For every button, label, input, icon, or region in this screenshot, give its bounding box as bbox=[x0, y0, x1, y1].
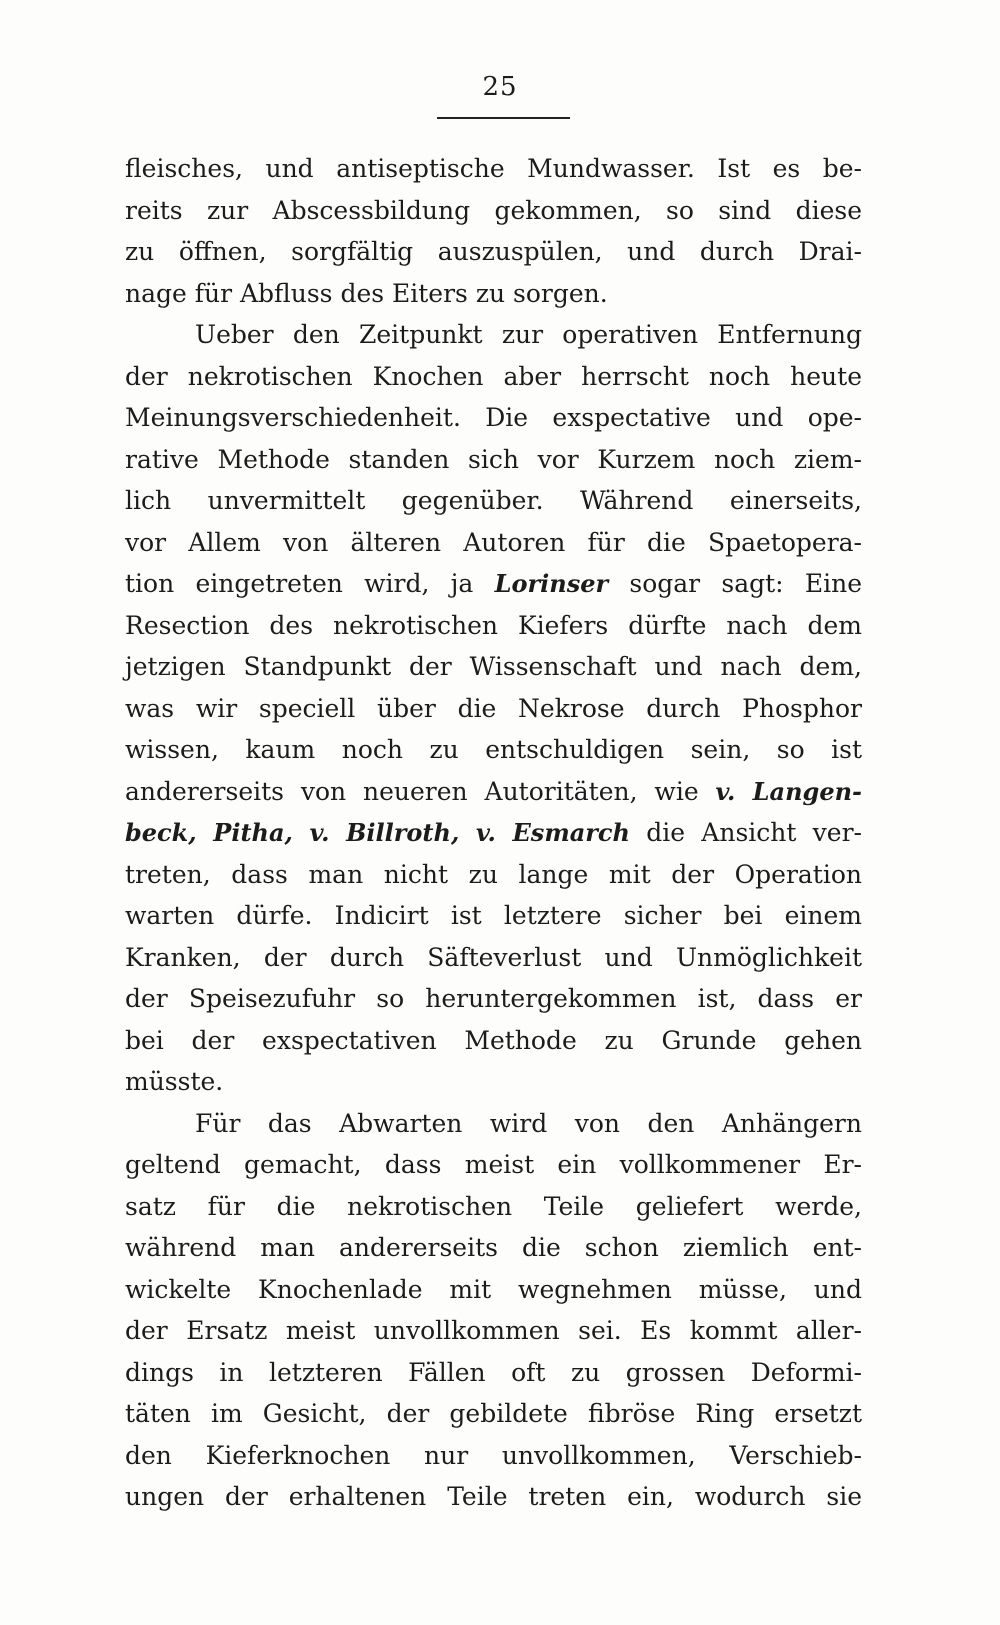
text-line bbox=[125, 688, 862, 730]
text-line bbox=[125, 605, 862, 647]
italic-name-segment: Lorinser bbox=[494, 569, 609, 598]
text-line bbox=[125, 1476, 862, 1518]
text-line bbox=[125, 563, 862, 605]
text-segment: treten, dass man nicht zu lange mit der Operation bbox=[125, 859, 862, 889]
text-segment: andererseits von neueren Autoritäten, wie bbox=[125, 776, 716, 806]
text-line bbox=[125, 1227, 862, 1269]
text-line bbox=[125, 314, 862, 356]
text-segment: was wir speciell über die Nekrose durch Phosphor bbox=[125, 693, 862, 723]
text-line bbox=[125, 1352, 862, 1394]
text-segment: satz für die nekrotischen Teile geliefert werde, bbox=[125, 1191, 862, 1221]
text-segment: ungen der erhaltenen Teile treten ein, wodurch sie bbox=[125, 1482, 862, 1511]
text-segment: wissen, kaum noch zu entschuldigen sein, so ist bbox=[125, 735, 862, 764]
italic-name-segment: beck, Pitha, v. Billroth, v. Esmarch bbox=[125, 818, 630, 847]
text-line bbox=[125, 480, 862, 522]
text-line bbox=[125, 1393, 862, 1435]
text-segment: sogar sagt: Eine bbox=[608, 569, 862, 598]
text-segment: Für das Abwarten wird von den Anhängern bbox=[195, 1108, 862, 1138]
text-line bbox=[125, 812, 862, 854]
text-line bbox=[125, 1269, 862, 1311]
text-segment: vor Allem von älteren Autoren für die Spaetopera- bbox=[125, 527, 862, 557]
text-line bbox=[125, 771, 862, 813]
text-segment: die Ansicht ver- bbox=[629, 818, 862, 847]
text-line bbox=[125, 937, 862, 979]
text-line bbox=[125, 978, 862, 1020]
text-segment: dings in letzteren Fällen oft zu grossen Deformi- bbox=[125, 1357, 862, 1387]
text-segment: zu öffnen, sorgfältig auszuspülen, und durch Drai- bbox=[125, 237, 862, 266]
text-segment: müsste. bbox=[125, 1067, 224, 1096]
text-segment: geltend gemacht, dass meist ein vollkommener Er- bbox=[125, 1150, 862, 1179]
text-segment: während man andererseits die schon ziemlich ent- bbox=[125, 1233, 862, 1262]
text-segment: fleisches, und antiseptische Mundwasser. Ist es be- bbox=[125, 154, 862, 183]
text-segment: der Speisezufuhr so heruntergekommen ist, dass er bbox=[125, 984, 862, 1013]
body-text bbox=[125, 148, 862, 1518]
text-segment: rative Methode standen sich vor Kurzem noch ziem- bbox=[125, 444, 862, 474]
text-segment: reits zur Abscessbildung gekommen, so sind diese bbox=[125, 195, 862, 225]
text-line bbox=[125, 1061, 862, 1103]
text-segment: wickelte Knochenlade mit wegnehmen müsse, und bbox=[125, 1274, 862, 1304]
text-line bbox=[125, 1435, 862, 1477]
text-line bbox=[125, 273, 862, 315]
text-line bbox=[125, 397, 862, 439]
text-segment: bei der exspectativen Methode zu Grunde gehen bbox=[125, 1025, 862, 1055]
text-segment: der nekrotischen Knochen aber herrscht noch heute bbox=[125, 361, 862, 391]
italic-name-segment: v. Langen- bbox=[715, 776, 863, 806]
text-line bbox=[125, 729, 862, 771]
text-line bbox=[125, 1020, 862, 1062]
text-segment: Meinungsverschiedenheit. Die exspectative und ope- bbox=[125, 403, 862, 432]
text-line bbox=[125, 356, 862, 398]
text-segment: nage für Abfluss des Eiters zu sorgen. bbox=[125, 278, 608, 308]
text-segment: lich unvermittelt gegenüber. Während einerseits, bbox=[125, 486, 862, 515]
text-line bbox=[125, 1186, 862, 1228]
text-segment: warten dürfe. Indicirt ist letztere sicher bei einem bbox=[125, 901, 862, 930]
text-segment: täten im Gesicht, der gebildete fibröse Ring ersetzt bbox=[125, 1399, 862, 1428]
text-segment: jetzigen Standpunkt der Wissenschaft und nach dem, bbox=[125, 652, 862, 681]
text-line bbox=[125, 895, 862, 937]
header-rule bbox=[437, 117, 570, 119]
text-line bbox=[125, 522, 862, 564]
page-number: 25 bbox=[482, 72, 518, 102]
text-line bbox=[125, 148, 862, 190]
text-line bbox=[125, 1144, 862, 1186]
text-segment: den Kieferknochen nur unvollkommen, Verschieb- bbox=[125, 1440, 862, 1470]
text-segment: Resection des nekrotischen Kiefers dürfte nach dem bbox=[125, 610, 862, 640]
text-line bbox=[125, 439, 862, 481]
text-segment: der Ersatz meist unvollkommen sei. Es kommt aller- bbox=[125, 1316, 862, 1345]
text-line bbox=[125, 646, 862, 688]
text-segment: tion eingetreten wird, ja bbox=[125, 569, 495, 598]
text-segment: Ueber den Zeitpunkt zur operativen Entfernung bbox=[195, 320, 862, 349]
text-line bbox=[125, 231, 862, 273]
text-segment: Kranken, der durch Säfteverlust und Unmöglichkeit bbox=[125, 942, 862, 972]
text-line bbox=[125, 1103, 862, 1145]
text-line bbox=[125, 854, 862, 896]
text-line bbox=[125, 1310, 862, 1352]
text-line bbox=[125, 190, 862, 232]
